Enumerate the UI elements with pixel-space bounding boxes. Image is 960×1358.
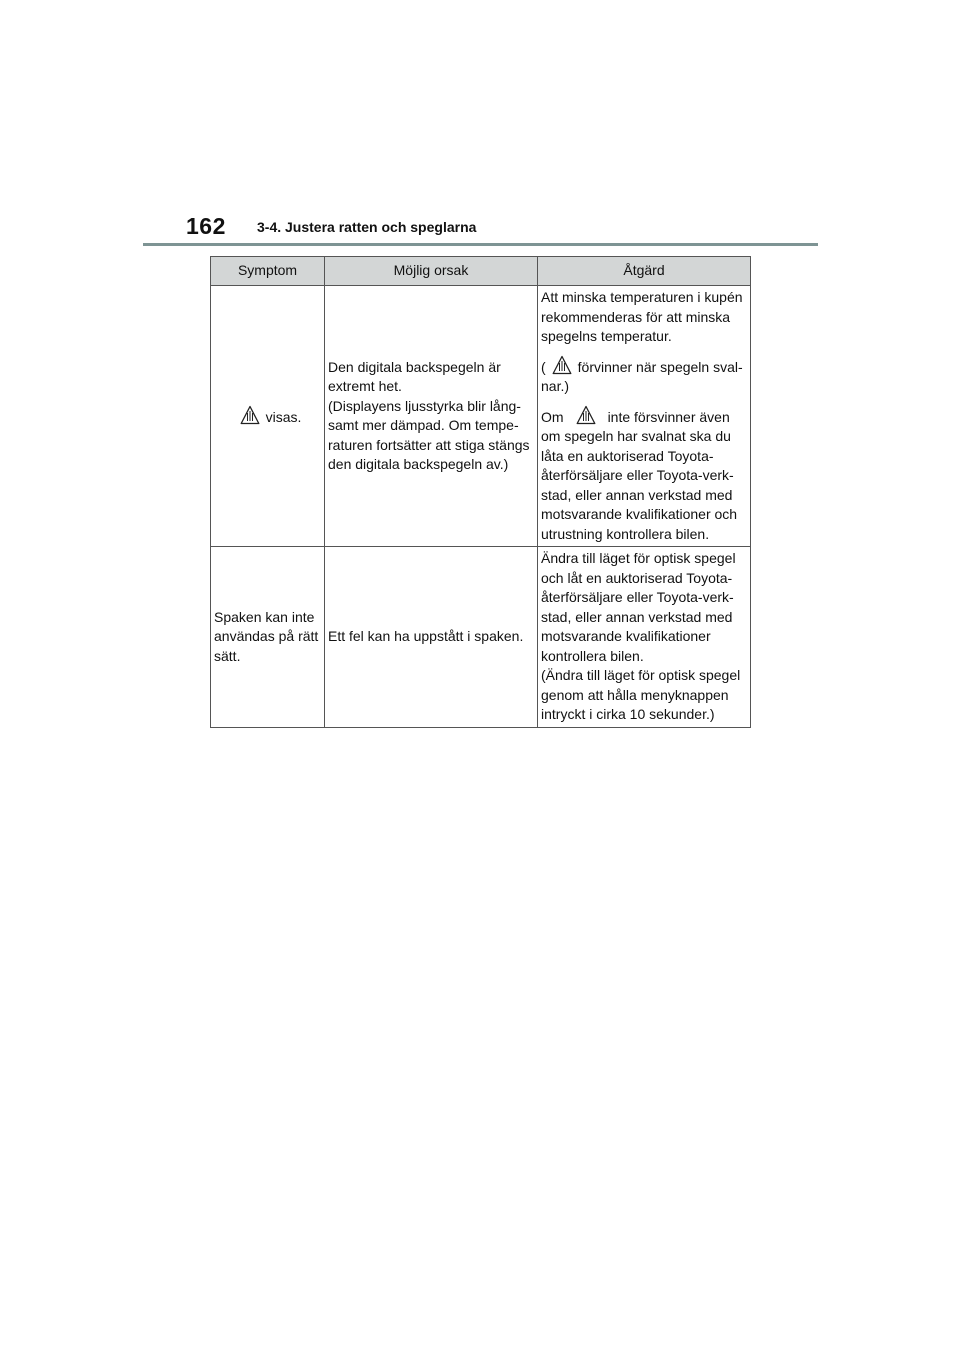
cause-cell	[325, 547, 538, 728]
remedy-cell	[538, 547, 751, 728]
remedy-cell	[538, 286, 751, 547]
remedy-paragraph	[541, 355, 747, 397]
column-header-cause: Möjlig orsak	[325, 257, 538, 286]
symptom-text: visas.	[265, 408, 302, 425]
remedy-text: förvinner när spegeln sval-nar.)	[541, 358, 743, 394]
table-header-row	[211, 257, 751, 286]
mirror-temperature-warning-icon	[576, 405, 596, 425]
remedy-text: inte försvinner även om spegeln har svalnat ska du låta en auktoriserad Toyota-återförsäljare eller Toyota-verk-stad, eller annan verkstad med motsvarande kvalifikationer och utrustning kontrollera bilen.	[541, 408, 738, 542]
symptom-cell	[211, 547, 325, 728]
symptom-text: Spaken kan inte användas på rätt sätt.	[214, 608, 319, 664]
cause-text: Den digitala backspegeln är extremt het. (Displayens ljusstyrka blir lång-samt mer dämpad. Om tempe-raturen fortsätter att stiga stängs den digitala backspegeln av.)	[328, 358, 530, 472]
mirror-temperature-warning-icon	[240, 405, 260, 425]
cause-cell	[325, 286, 538, 547]
column-header-remedy: Åtgärd	[538, 257, 751, 286]
column-header-symptom: Symptom	[211, 257, 325, 286]
table-row	[211, 286, 751, 547]
section-title: 3-4. Justera ratten och speglarna	[257, 219, 477, 235]
table-row	[211, 547, 751, 728]
remedy-paragraph	[541, 405, 747, 545]
remedy-paragraph: Att minska temperaturen i kupén rekommenderas för att minska spegelns temperatur.	[541, 289, 743, 344]
symptom-cell	[211, 286, 325, 547]
page-number: 162	[186, 213, 226, 239]
remedy-text: Ändra till läget för optisk spegel och låt en auktoriserad Toyota-återförsäljare eller Toyota-verk-stad, eller annan verkstad med motsvarande kvalifikationer kontrollera bilen. (Ändra till läget för optisk spegel genom att hålla menyknappen intryckt i cirka 10 sekunder.)	[541, 550, 741, 723]
remedy-text: Om	[541, 408, 564, 425]
remedy-paren-open: (	[541, 358, 546, 375]
header-divider	[143, 243, 818, 246]
cause-text: Ett fel kan ha uppstått i spaken.	[328, 628, 524, 645]
troubleshooting-table	[210, 256, 751, 728]
mirror-temperature-warning-icon	[552, 355, 572, 375]
